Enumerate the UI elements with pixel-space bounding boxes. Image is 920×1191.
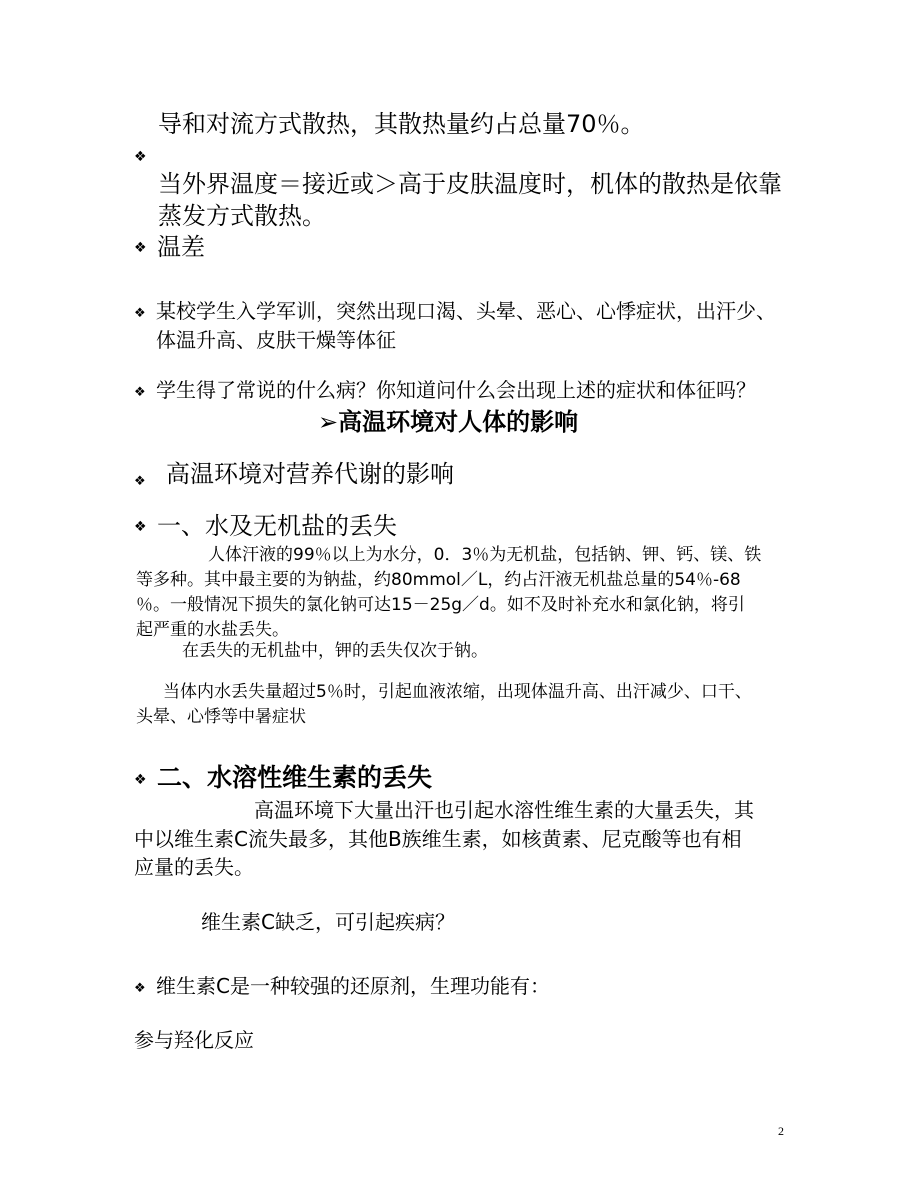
item-heading: 二、水溶性维生素的丢失 — [157, 763, 433, 792]
page-number: 2 — [778, 1124, 784, 1138]
arrow-icon: ➢ — [318, 408, 339, 436]
body-text-line: 学生得了常说的什么病？你知道问什么会出现上述的症状和体征吗？ — [156, 378, 756, 402]
bullet-icon: ❖ — [134, 519, 147, 535]
body-text-line: 人体汗液的99％以上为水分，0．3％为无机盐，包括钠、钾、钙、镁、铁 — [208, 545, 762, 565]
subsection-heading: 高温环境对营养代谢的影响 — [166, 460, 454, 488]
body-text-line: 体温升高、皮肤干燥等体征 — [156, 328, 396, 352]
body-text-line: 维生素C是一种较强的还原剂，生理功能有： — [156, 974, 550, 998]
body-text-line: 在丢失的无机盐中，钾的丢失仅次于钠。 — [182, 641, 488, 661]
body-text-line: 当外界温度＝接近或＞高于皮肤温度时，机体的散热是依靠 — [158, 170, 782, 198]
body-text-line: 维生素C缺乏，可引起疾病？ — [201, 910, 455, 934]
body-text-line: 蒸发方式散热。 — [158, 202, 326, 230]
body-text-line: 当体内水丢失量超过5％时，引起血液浓缩，出现体温升高、出汗减少、口干、 — [163, 682, 752, 702]
bullet-icon: ❖ — [134, 240, 147, 256]
bullet-icon: ❖ — [134, 385, 146, 400]
body-text-line: 导和对流方式散热，其散热量约占总量70％。 — [158, 110, 645, 138]
body-text-line: ％。一般情况下损失的氯化钠可达15－25g／d。如不及时补充水和氯化钠，将引 — [136, 595, 745, 615]
bullet-icon: ❖ — [134, 981, 146, 996]
item-heading: 一、水及无机盐的丢失 — [157, 512, 397, 540]
bullet-icon: ❖ — [134, 772, 147, 788]
body-text-line: 高温环境下大量出汗也引起水溶性维生素的大量丢失，其 — [254, 798, 754, 822]
bullet-icon: ❖ — [134, 474, 146, 489]
body-text-line: 某校学生入学军训，突然出现口渴、头晕、恶心、心悸症状，出汗少、 — [156, 299, 776, 323]
body-text-line: 头晕、心悸等中暑症状 — [136, 707, 306, 727]
bullet-icon: ❖ — [134, 149, 147, 165]
body-text-line: 参与羟化反应 — [134, 1028, 254, 1052]
bullet-icon: ❖ — [134, 306, 146, 321]
body-text-line: 中以维生素C流失最多，其他B族维生素，如核黄素、尼克酸等也有相 — [134, 827, 742, 851]
body-text-line: 起严重的水盐丢失。 — [136, 620, 289, 640]
body-text-line: 等多种。其中最主要的为钠盐，约80mmol／L，约占汗液无机盐总量的54％-68 — [136, 570, 741, 590]
body-text-line: 温差 — [157, 233, 205, 261]
section-heading: ➢高温环境对人体的影响 — [318, 408, 579, 436]
body-text-line: 应量的丢失。 — [134, 855, 254, 879]
